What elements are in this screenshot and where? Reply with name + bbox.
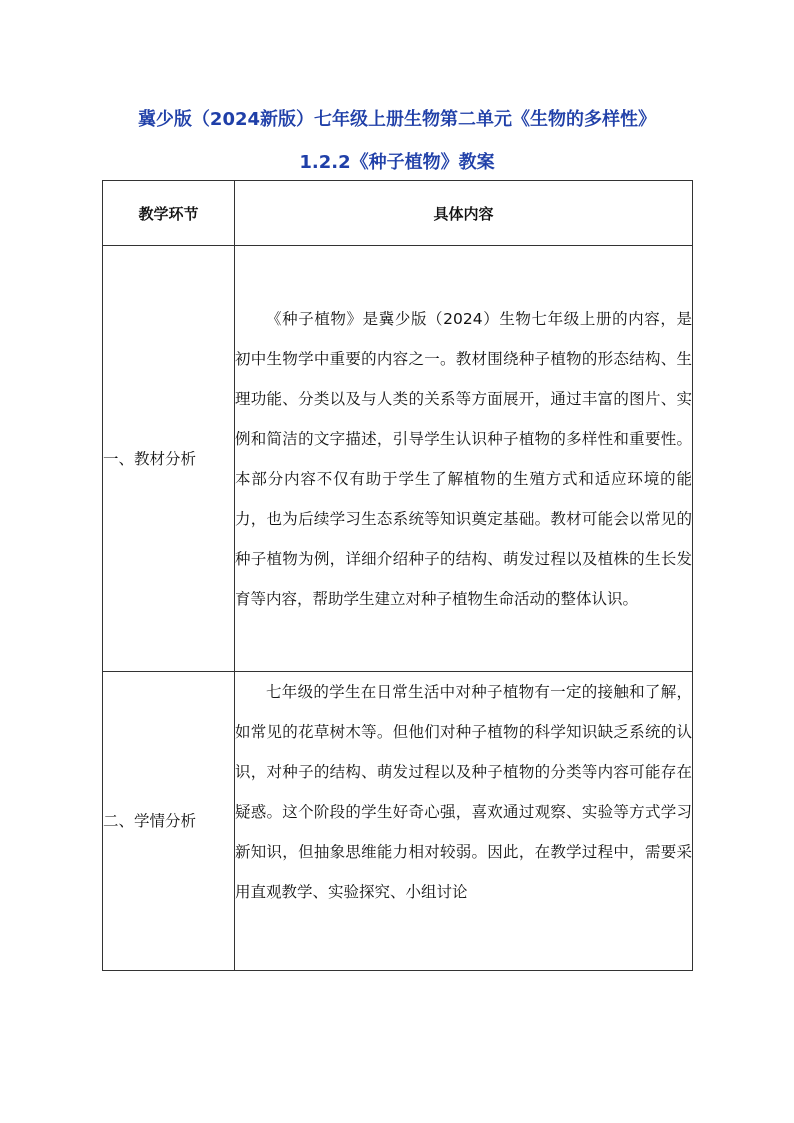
column-header-teaching-stage: 教学环节 — [103, 181, 235, 246]
lesson-plan-table — [102, 180, 693, 971]
content-paragraph: 《种子植物》是冀少版（2024）生物七年级上册的内容，是初中生物学中重要的内容之一。教材围绕种子植物的形态结构、生理功能、分类以及与人类的关系等方面展开，通过丰富的图片、实例和简洁的文字描述，引导学生认识种子植物的多样性和重要性。本部分内容不仅有助于学生了解植物的生殖方式和适应环境的能力，也为后续学习生态系统等知识奠定基础。教材可能会以常见的种子植物为例，详细介绍种子的结构、萌发过程以及植株的生长发育等内容，帮助学生建立对种子植物生命活动的整体认识。 — [235, 309, 692, 608]
table-row — [103, 246, 693, 672]
table-row — [103, 672, 693, 971]
document-title-line-1: 冀少版（2024新版）七年级上册生物第二单元《生物的多样性》 — [137, 109, 657, 130]
table-header-row — [103, 181, 693, 246]
row-label-textbook-analysis: 一、教材分析 — [103, 246, 235, 672]
content-paragraph: 七年级的学生在日常生活中对种子植物有一定的接触和了解，如常见的花草树木等。但他们对种子植物的科学知识缺乏系统的认识，对种子的结构、萌发过程以及种子植物的分类等内容可能存在疑惑。这个阶段的学生好奇心强，喜欢通过观察、实验等方式学习新知识，但抽象思维能力相对较弱。因此，在教学过程中，需要采用直观教学、实验探究、小组讨论 — [235, 683, 692, 901]
row-content-textbook-analysis — [235, 246, 693, 672]
row-content-learner-analysis — [235, 672, 693, 971]
row-label-learner-analysis: 二、学情分析 — [103, 672, 235, 971]
document-title-line-2: 1.2.2《种子植物》教案 — [299, 152, 495, 173]
column-header-specific-content: 具体内容 — [235, 181, 693, 246]
